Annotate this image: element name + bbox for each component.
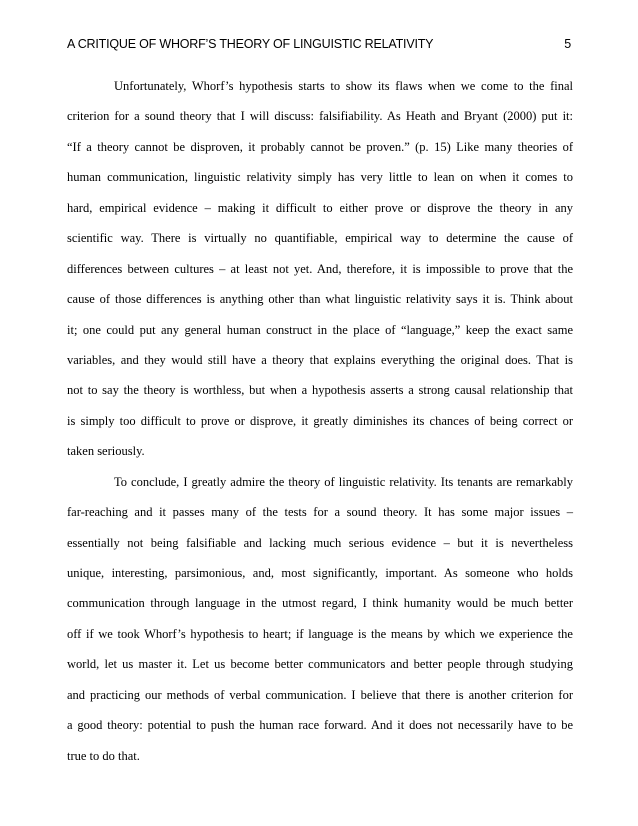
text-line: taken seriously. <box>67 444 145 459</box>
text-line: far-reaching and it passes many of the tests for a sound theory. It has some major issues – <box>67 505 573 520</box>
paragraph <box>67 71 573 467</box>
text-line: off if we took Whorf’s hypothesis to heart; if language is the means by which we experience the <box>67 626 573 641</box>
text-line: Unfortunately, Whorf’s hypothesis starts to show its flaws when we come to the final <box>114 79 573 93</box>
text-line: essentially not being falsifiable and lacking much serious evidence – but it is nevertheless <box>67 535 573 550</box>
text-line: variables, and they would still have a theory that explains everything the original does. That is <box>67 352 573 367</box>
text-line: a good theory: potential to push the human race forward. And it does not necessarily have to be <box>67 718 573 733</box>
page-header <box>67 33 571 55</box>
text-line: criterion for a sound theory that I will discuss: falsifiability. As Heath and Bryant (2000) put it: <box>67 109 573 124</box>
page-number: 5 <box>564 37 571 51</box>
text-line: “If a theory cannot be disproven, it probably cannot be proven.” (p. 15) Like many theories of <box>67 139 573 154</box>
text-line: world, let us master it. Let us become better communicators and better people through studying <box>67 657 573 672</box>
text-line: unique, interesting, parsimonious, and, most significantly, important. As someone who holds <box>67 566 573 580</box>
text-line: scientific way. There is virtually no quantifiable, empirical way to determine the cause of <box>67 231 573 246</box>
text-line: communication through language in the utmost regard, I think humanity would be much better <box>67 596 573 611</box>
text-line: differences between cultures – at least not yet. And, therefore, it is impossible to prove that the <box>67 261 573 276</box>
text-line: human communication, linguistic relativity simply has very little to lean on when it comes to <box>67 170 573 185</box>
text-line: hard, empirical evidence – making it difficult to either prove or disprove the theory in any <box>67 200 573 215</box>
text-line: is simply too difficult to prove or disprove, it greatly diminishes its chances of being correct or <box>67 413 573 428</box>
text-line: true to do that. <box>67 748 140 763</box>
body-text <box>67 71 573 771</box>
text-line: and practicing our methods of verbal communication. I believe that there is another criterion for <box>67 687 573 702</box>
running-head: A CRITIQUE OF WHORF’S THEORY OF LINGUISTIC RELATIVITY <box>67 37 434 51</box>
text-line: not to say the theory is worthless, but when a hypothesis asserts a strong causal relationship that <box>67 383 573 398</box>
text-line: To conclude, I greatly admire the theory of linguistic relativity. Its tenants are remarkably <box>114 474 573 489</box>
text-line: cause of those differences is anything other than what linguistic relativity says it is. Think about <box>67 292 573 307</box>
text-line: it; one could put any general human construct in the place of “language,” keep the exact same <box>67 322 573 337</box>
paragraph <box>67 467 573 771</box>
